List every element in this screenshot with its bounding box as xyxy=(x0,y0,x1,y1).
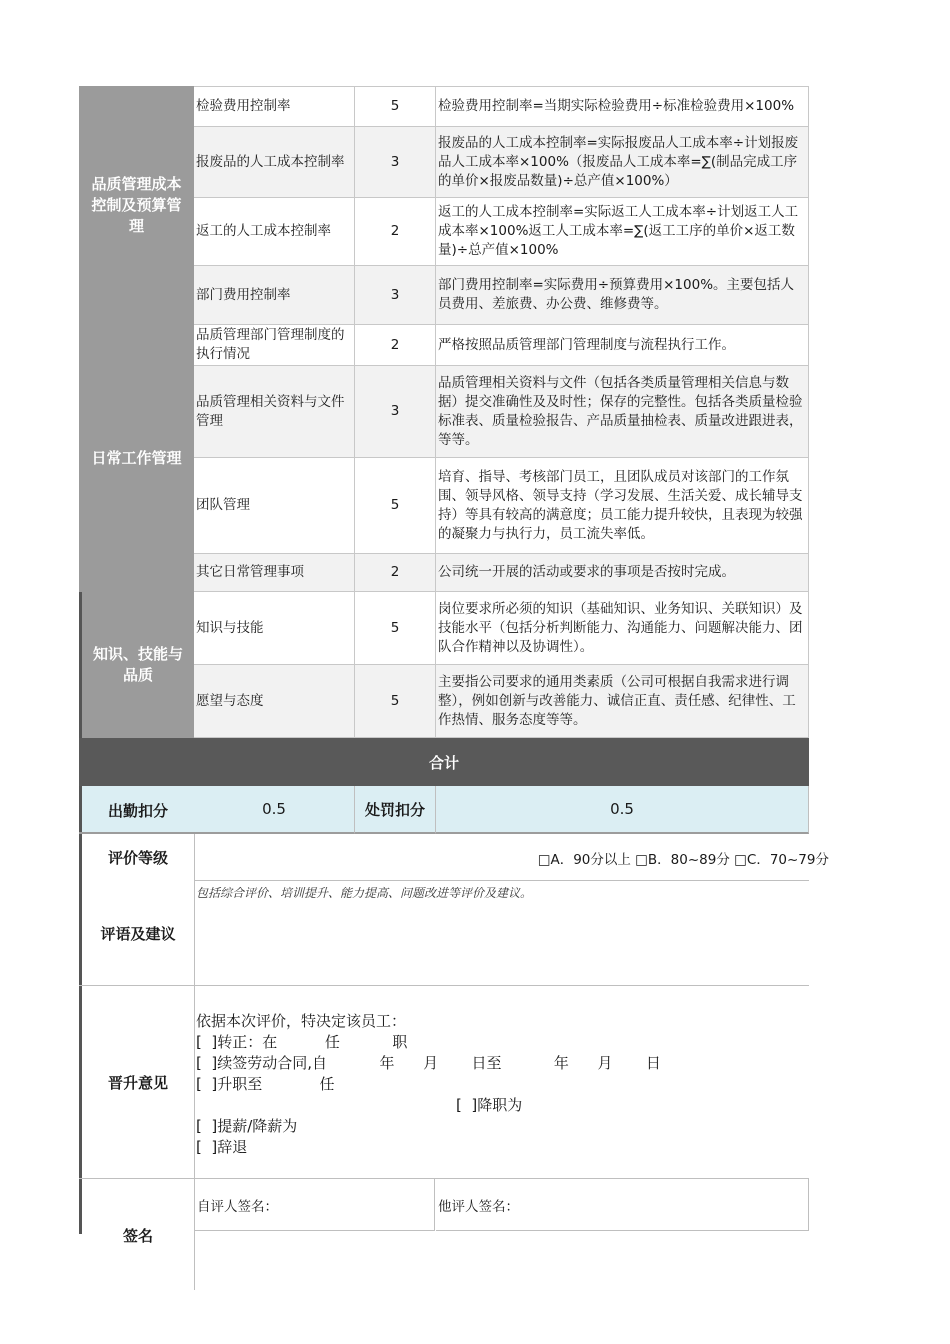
item-weight: 2 xyxy=(355,198,436,266)
promotion-line[interactable]: [ ]降职为 xyxy=(456,1096,523,1114)
item-description: 主要指公司要求的通用类素质（公司可根据自我需求进行调整），例如创新与改善能力、诚信正直、责任感、纪律性、工作热情、服务态度等等。 xyxy=(436,665,809,738)
table-row xyxy=(79,554,809,592)
category-quality-cost-label: 品质管理成本控制及预算管理 xyxy=(91,175,182,235)
item-description: 培育、指导、考核部门员工，且团队成员对该部门的工作氛围、领导风格、领导支持（学习发展、生活关爱、成长辅导支持）等具有较高的满意度；员工能力提升较快，且表现为较强的凝聚力与执行力，员工流失率低。 xyxy=(436,458,809,554)
item-weight: 5 xyxy=(355,592,436,665)
table-row xyxy=(79,266,809,325)
table-row xyxy=(79,366,809,458)
comment-label: 评语及建议 xyxy=(79,881,194,985)
table-row xyxy=(79,325,809,366)
item-weight: 3 xyxy=(355,127,436,198)
promotion-label: 晋升意见 xyxy=(79,986,194,1178)
item-description: 部门费用控制率=实际费用÷预算费用×100%。主要包括人员费用、差旅费、办公费、维修费等。 xyxy=(436,266,809,325)
promotion-line[interactable]: [ ]升职至 任 xyxy=(196,1075,335,1093)
total-label: 合计 xyxy=(428,753,459,772)
item-description: 报废品的人工成本控制率=实际报废品人工成本率÷计划报废品人工成本率×100%（报废品人工成本率=∑(制品完成工序的单价×报废品数量)÷总产值×100%） xyxy=(436,127,809,198)
category-knowledge-label: 知识、技能与品质 xyxy=(92,645,183,684)
table-row xyxy=(79,127,809,198)
item-name: 知识与技能 xyxy=(194,592,355,665)
item-name: 检验费用控制率 xyxy=(194,86,355,127)
item-weight: 3 xyxy=(355,366,436,458)
item-description: 严格按照品质管理部门管理制度与流程执行工作。 xyxy=(436,325,809,366)
promotion-line[interactable]: [ ]提薪/降薪为 xyxy=(196,1117,298,1135)
comment-hint: 包括综合评价、培训提升、能力提高、问题改进等评价及建议。 xyxy=(196,886,533,900)
signature-label-text: 签名 xyxy=(122,1227,153,1245)
signature-label xyxy=(79,1179,194,1245)
item-weight: 5 xyxy=(355,458,436,554)
item-weight: 3 xyxy=(355,266,436,325)
penalty-deduction-label: 处罚扣分 xyxy=(355,786,436,834)
attendance-deduction-label: 出勤扣分 xyxy=(79,786,194,834)
penalty-deduction-value[interactable]: 0.5 xyxy=(436,786,809,834)
item-description: 公司统一开展的活动或要求的事项是否按时完成。 xyxy=(436,554,809,592)
item-name: 其它日常管理事项 xyxy=(194,554,355,592)
item-name: 品质管理部门管理制度的执行情况 xyxy=(194,325,355,366)
total-bar xyxy=(79,738,809,786)
attendance-deduction-value[interactable]: 0.5 xyxy=(194,786,355,834)
item-weight: 5 xyxy=(355,665,436,738)
category-daily-work-label: 日常工作管理 xyxy=(91,449,182,467)
self-signature-field[interactable] xyxy=(195,1179,435,1231)
item-weight: 2 xyxy=(355,554,436,592)
grade-options[interactable] xyxy=(194,834,829,881)
item-weight: 5 xyxy=(355,86,436,127)
self-signature-label: 自评人签名： xyxy=(197,1198,278,1215)
other-signature-label: 他评人签名： xyxy=(438,1198,519,1215)
item-name: 团队管理 xyxy=(194,458,355,554)
table-row xyxy=(79,592,809,665)
divider xyxy=(194,880,809,881)
item-name: 报废品的人工成本控制率 xyxy=(194,127,355,198)
item-name: 部门费用控制率 xyxy=(194,266,355,325)
item-description: 检验费用控制率=当期实际检验费用÷标准检验费用×100% xyxy=(436,86,809,127)
grade-label: 评价等级 xyxy=(79,834,194,881)
table-row xyxy=(79,198,809,266)
promotion-line[interactable]: [ ]续签劳动合同,自 年 月 日至 年 月 日 xyxy=(196,1054,661,1072)
promotion-line[interactable]: [ ]辞退 xyxy=(196,1138,248,1156)
item-description: 岗位要求所必须的知识（基础知识、业务知识、关联知识）及技能水平（包括分析判断能力、沟通能力、问题解决能力、团队合作精神以及协调性）。 xyxy=(436,592,809,665)
item-name: 愿望与态度 xyxy=(194,665,355,738)
table-row xyxy=(79,86,809,127)
item-description: 品质管理相关资料与文件（包括各类质量管理相关信息与数据）提交准确性及及时性；保存的完整性。包括各类质量检验标准表、质量检验报告、产品质量抽检表、质量改进跟进表，等等。 xyxy=(436,366,809,458)
table-row xyxy=(79,665,809,738)
promotion-line: 依据本次评价，特决定该员工： xyxy=(196,1012,407,1030)
item-name: 返工的人工成本控制率 xyxy=(194,198,355,266)
item-weight: 2 xyxy=(355,325,436,366)
item-name: 品质管理相关资料与文件管理 xyxy=(194,366,355,458)
grade-options-text: □A．90分以上 □B．80~89分 □C．70~79分 xyxy=(537,851,829,868)
item-description: 返工的人工成本控制率=实际返工人工成本率÷计划返工人工成本率×100%返工人工成本率=∑(返工工序的单价×返工数量)÷总产值×100% xyxy=(436,198,809,266)
comment-area[interactable] xyxy=(195,901,809,985)
table-row xyxy=(79,458,809,554)
other-signature-field[interactable] xyxy=(436,1179,809,1231)
promotion-line[interactable]: [ ]转正：在 任 职 xyxy=(196,1033,408,1051)
